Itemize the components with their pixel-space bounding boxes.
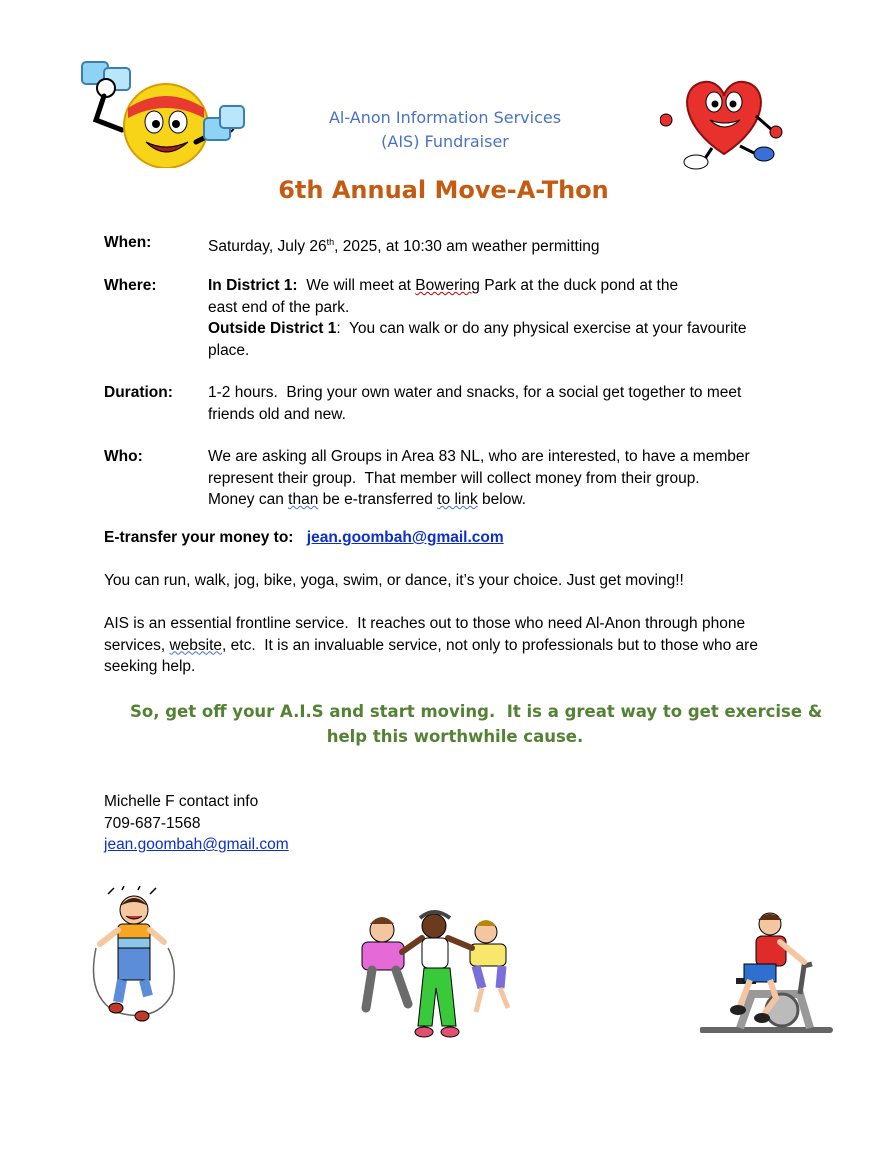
district-1-text-end: Park at the duck pond at the	[479, 277, 679, 294]
who-label: Who:	[104, 448, 143, 465]
organization-name	[300, 106, 590, 154]
when-time: , 2025, at 10:30 am weather permitting	[334, 238, 600, 256]
tagline-line-2: help this worthwhile cause.	[326, 727, 584, 746]
women-dancing-icon	[352, 908, 532, 1046]
who-line-1: We are asking all Groups in Area 83 NL, who are interested, to have a member	[208, 448, 750, 465]
ais-line-1: AIS is an essential frontline service. It reaches out to those who need Al-Anon through phone	[104, 615, 746, 632]
where-label: Where:	[104, 277, 157, 294]
running-heart-icon	[660, 76, 788, 172]
outside-district-line-2: place.	[208, 341, 250, 359]
duration-line-1: 1-2 hours. Bring your own water and snacks, for a social get together to meet	[208, 384, 742, 401]
ais-line-2-website: website	[169, 636, 223, 654]
boy-jump-rope-icon	[86, 886, 178, 1026]
activities-text: You can run, walk, jog, bike, yoga, swim, or dance, it’s your choice. Just get moving!!	[104, 572, 684, 589]
outside-district-text: : You can walk or do any physical exercise at your favourite	[336, 320, 747, 337]
etransfer-email-link[interactable]: jean.goombah@gmail.com	[306, 529, 504, 546]
district-1-place: Bowering	[415, 277, 480, 294]
contact-name: Michelle F contact info	[104, 793, 259, 810]
who-line-3-mid: be e-transferred	[318, 491, 438, 508]
when-value	[208, 232, 778, 258]
who-line-3-to-link: to link	[437, 491, 478, 508]
where-value	[208, 275, 778, 361]
district-1-label: In District 1:	[208, 277, 298, 294]
duration-label: Duration:	[104, 384, 173, 401]
district-1-line	[208, 275, 778, 297]
district-1-text: We will meet at	[297, 277, 416, 294]
ais-line-2-start: services,	[104, 636, 170, 654]
when-date-suffix: th	[326, 237, 335, 247]
org-line-2: (AIS) Fundraiser	[381, 132, 509, 151]
who-value	[208, 446, 778, 511]
contact-info	[104, 791, 289, 856]
ais-line-2-end: , etc. It is an invaluable service, not only to professionals but to those who are	[222, 636, 758, 654]
tagline	[130, 699, 823, 749]
contact-phone: 709-687-1568	[104, 814, 201, 832]
smiley-lifting-weights-icon	[76, 58, 248, 168]
who-line-3-start: Money can	[208, 491, 289, 508]
who-line-3-than: than	[288, 491, 319, 508]
who-line-2: represent their group. That member will collect money from their group.	[208, 469, 700, 487]
etransfer-label: E-transfer your money to:	[104, 529, 294, 546]
ais-line-2	[104, 635, 794, 657]
when-label: When:	[104, 234, 152, 251]
org-line-1: Al-Anon Information Services	[328, 108, 562, 127]
tagline-line-1: So, get off your A.I.S and start moving. It is a great way to get exercise &	[130, 702, 823, 721]
contact-email-link[interactable]: jean.goombah@gmail.com	[104, 836, 289, 853]
ais-line-3: seeking help.	[104, 658, 196, 675]
who-line-3-end: below.	[477, 491, 526, 508]
outside-district-label: Outside District 1	[208, 320, 337, 337]
event-title: 6th Annual Move-A-Thon	[278, 176, 609, 204]
man-exercise-bike-icon	[700, 910, 834, 1046]
duration-line-2: friends old and new.	[208, 405, 346, 423]
when-date: Saturday, July 26	[208, 238, 327, 256]
ais-paragraph	[104, 613, 794, 678]
etransfer-line	[104, 529, 504, 547]
outside-district-line	[208, 318, 778, 340]
duration-value	[208, 382, 778, 425]
who-line-3	[208, 489, 778, 511]
district-1-line-2: east end of the park.	[208, 298, 350, 316]
